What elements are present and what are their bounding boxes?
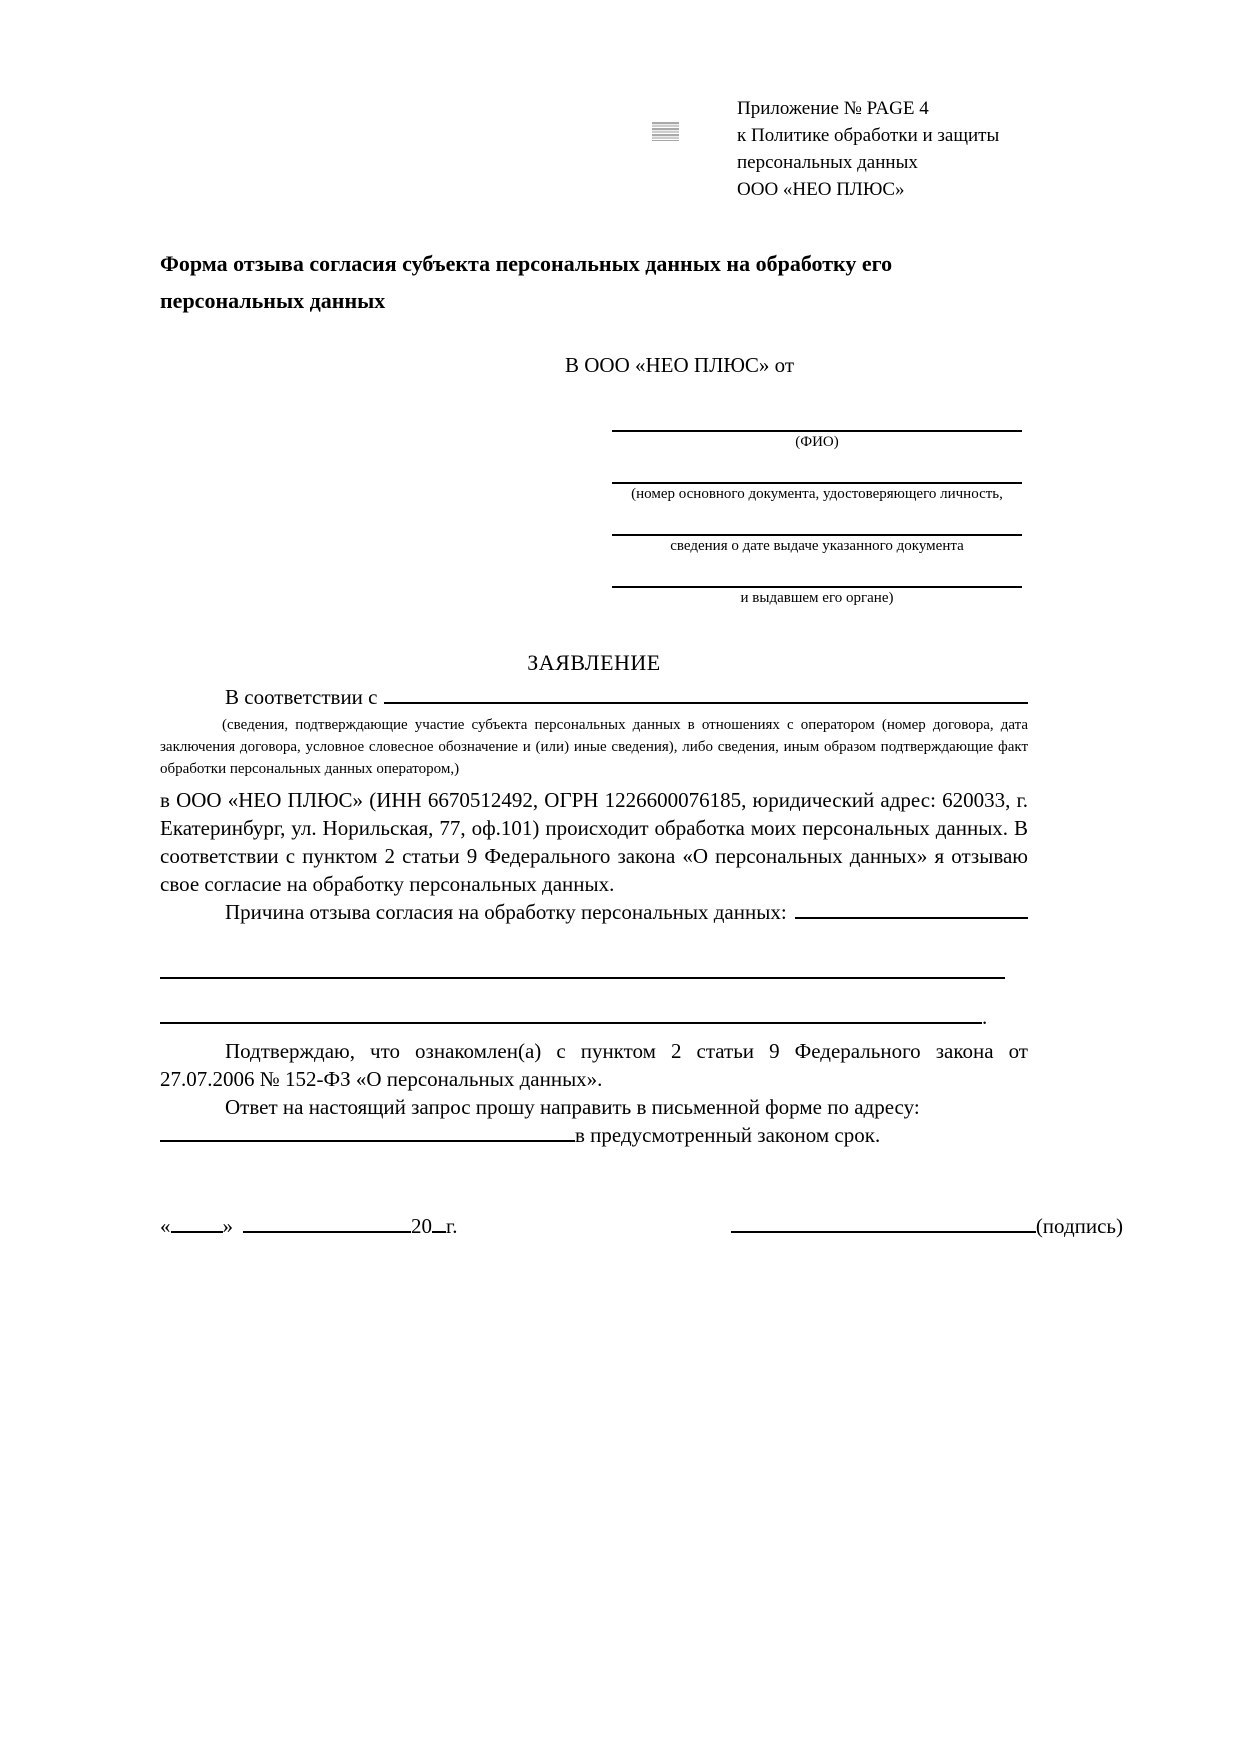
- document-header: [737, 95, 1028, 203]
- confirmation-paragraph: Подтверждаю, что ознакомлен(а) с пунктом 2 статьи 9 Федерального закона от 27.07.2006 № 152-ФЗ «О персональных данных».: [160, 1039, 1028, 1091]
- address-blank-line[interactable]: [160, 1140, 575, 1142]
- signature-group: [731, 1212, 1123, 1240]
- basis-footnote: (сведения, подтверждающие участие субъекта персональных данных в отношениях с оператором (номер договора, дата заключения договора, условное словесное обозначение и (или) иные сведения), либо сведения, иным образом подтверждающие факт обработки персональных данных оператором,): [160, 717, 1028, 777]
- date-year-prefix: 20: [411, 1214, 432, 1238]
- statement-heading: ЗАЯВЛЕНИЕ: [527, 650, 661, 675]
- basis-blank-line[interactable]: [384, 702, 1029, 704]
- issue-date-field: [612, 534, 1022, 557]
- reason-blank-line-2[interactable]: [160, 977, 1005, 979]
- header-line-company: ООО «НЕО ПЛЮС»: [737, 179, 905, 200]
- basis-line: [160, 683, 1028, 711]
- page-content: [160, 0, 1123, 1240]
- page-title-line-2: персональных данных: [160, 288, 386, 313]
- header-line-personal-data: персональных данных: [737, 152, 918, 173]
- reason-blank-line-1[interactable]: [795, 917, 1028, 919]
- signature-footer: [160, 1212, 1123, 1240]
- fio-field: [612, 430, 1022, 453]
- date-month-blank[interactable]: [243, 1231, 411, 1233]
- date-group: [160, 1212, 458, 1240]
- date-year-blank[interactable]: [432, 1231, 446, 1233]
- issuing-authority-field: [612, 586, 1022, 609]
- document-number-caption: (номер основного документа, удостоверяющего личность,: [631, 486, 1003, 502]
- fio-caption: (ФИО): [795, 434, 839, 450]
- signature-line[interactable]: [731, 1231, 1036, 1233]
- page-title: [160, 245, 1028, 319]
- reason-prefix: Причина отзыва согласия на обработку персональных данных:: [225, 900, 787, 924]
- reply-suffix: в предусмотренный законом срок.: [575, 1123, 881, 1147]
- reason-blank-row-3: [160, 1005, 1028, 1029]
- page-title-line-1: Форма отзыва согласия субъекта персональных данных на обработку его: [160, 251, 893, 276]
- header-line-policy: к Политике обработки и защиты: [737, 125, 1000, 146]
- date-day-blank[interactable]: [171, 1231, 223, 1233]
- date-close-quote: »: [222, 1214, 233, 1238]
- date-year-suffix: г.: [446, 1214, 458, 1238]
- addressee-fields: [612, 430, 1022, 609]
- header-line-appendix: Приложение № PAGE 4: [737, 98, 929, 119]
- issue-date-caption: сведения о дате выдаче указанного документа: [670, 538, 964, 554]
- addressee-line: В ООО «НЕО ПЛЮС» от: [565, 353, 795, 377]
- issuing-authority-caption: и выдавшем его органе): [740, 590, 894, 606]
- document-number-field: [612, 482, 1022, 505]
- basis-prefix: В соответствии с: [225, 685, 378, 709]
- signature-caption: (подпись): [1035, 1214, 1123, 1238]
- reply-address-row: [160, 1121, 1028, 1149]
- date-open-quote: «: [160, 1214, 171, 1238]
- reason-blank-terminator: .: [982, 1005, 988, 1029]
- reply-request-line: Ответ на настоящий запрос прошу направить в письменной форме по адресу:: [225, 1095, 920, 1119]
- statement-body: в ООО «НЕО ПЛЮС» (ИНН 6670512492, ОГРН 1226600076185, юридический адрес: 620033, г. Екатеринбург, ул. Норильская, 77, оф.101) происходит обработка моих персональных данных. В соответствии с пунктом 2 статьи 9 Федерального закона «О персональных данных» я отзываю свое согласие на обработку персональных данных.: [160, 788, 1028, 896]
- reason-blank-line-3[interactable]: [160, 1022, 982, 1024]
- reason-line: [160, 898, 1028, 926]
